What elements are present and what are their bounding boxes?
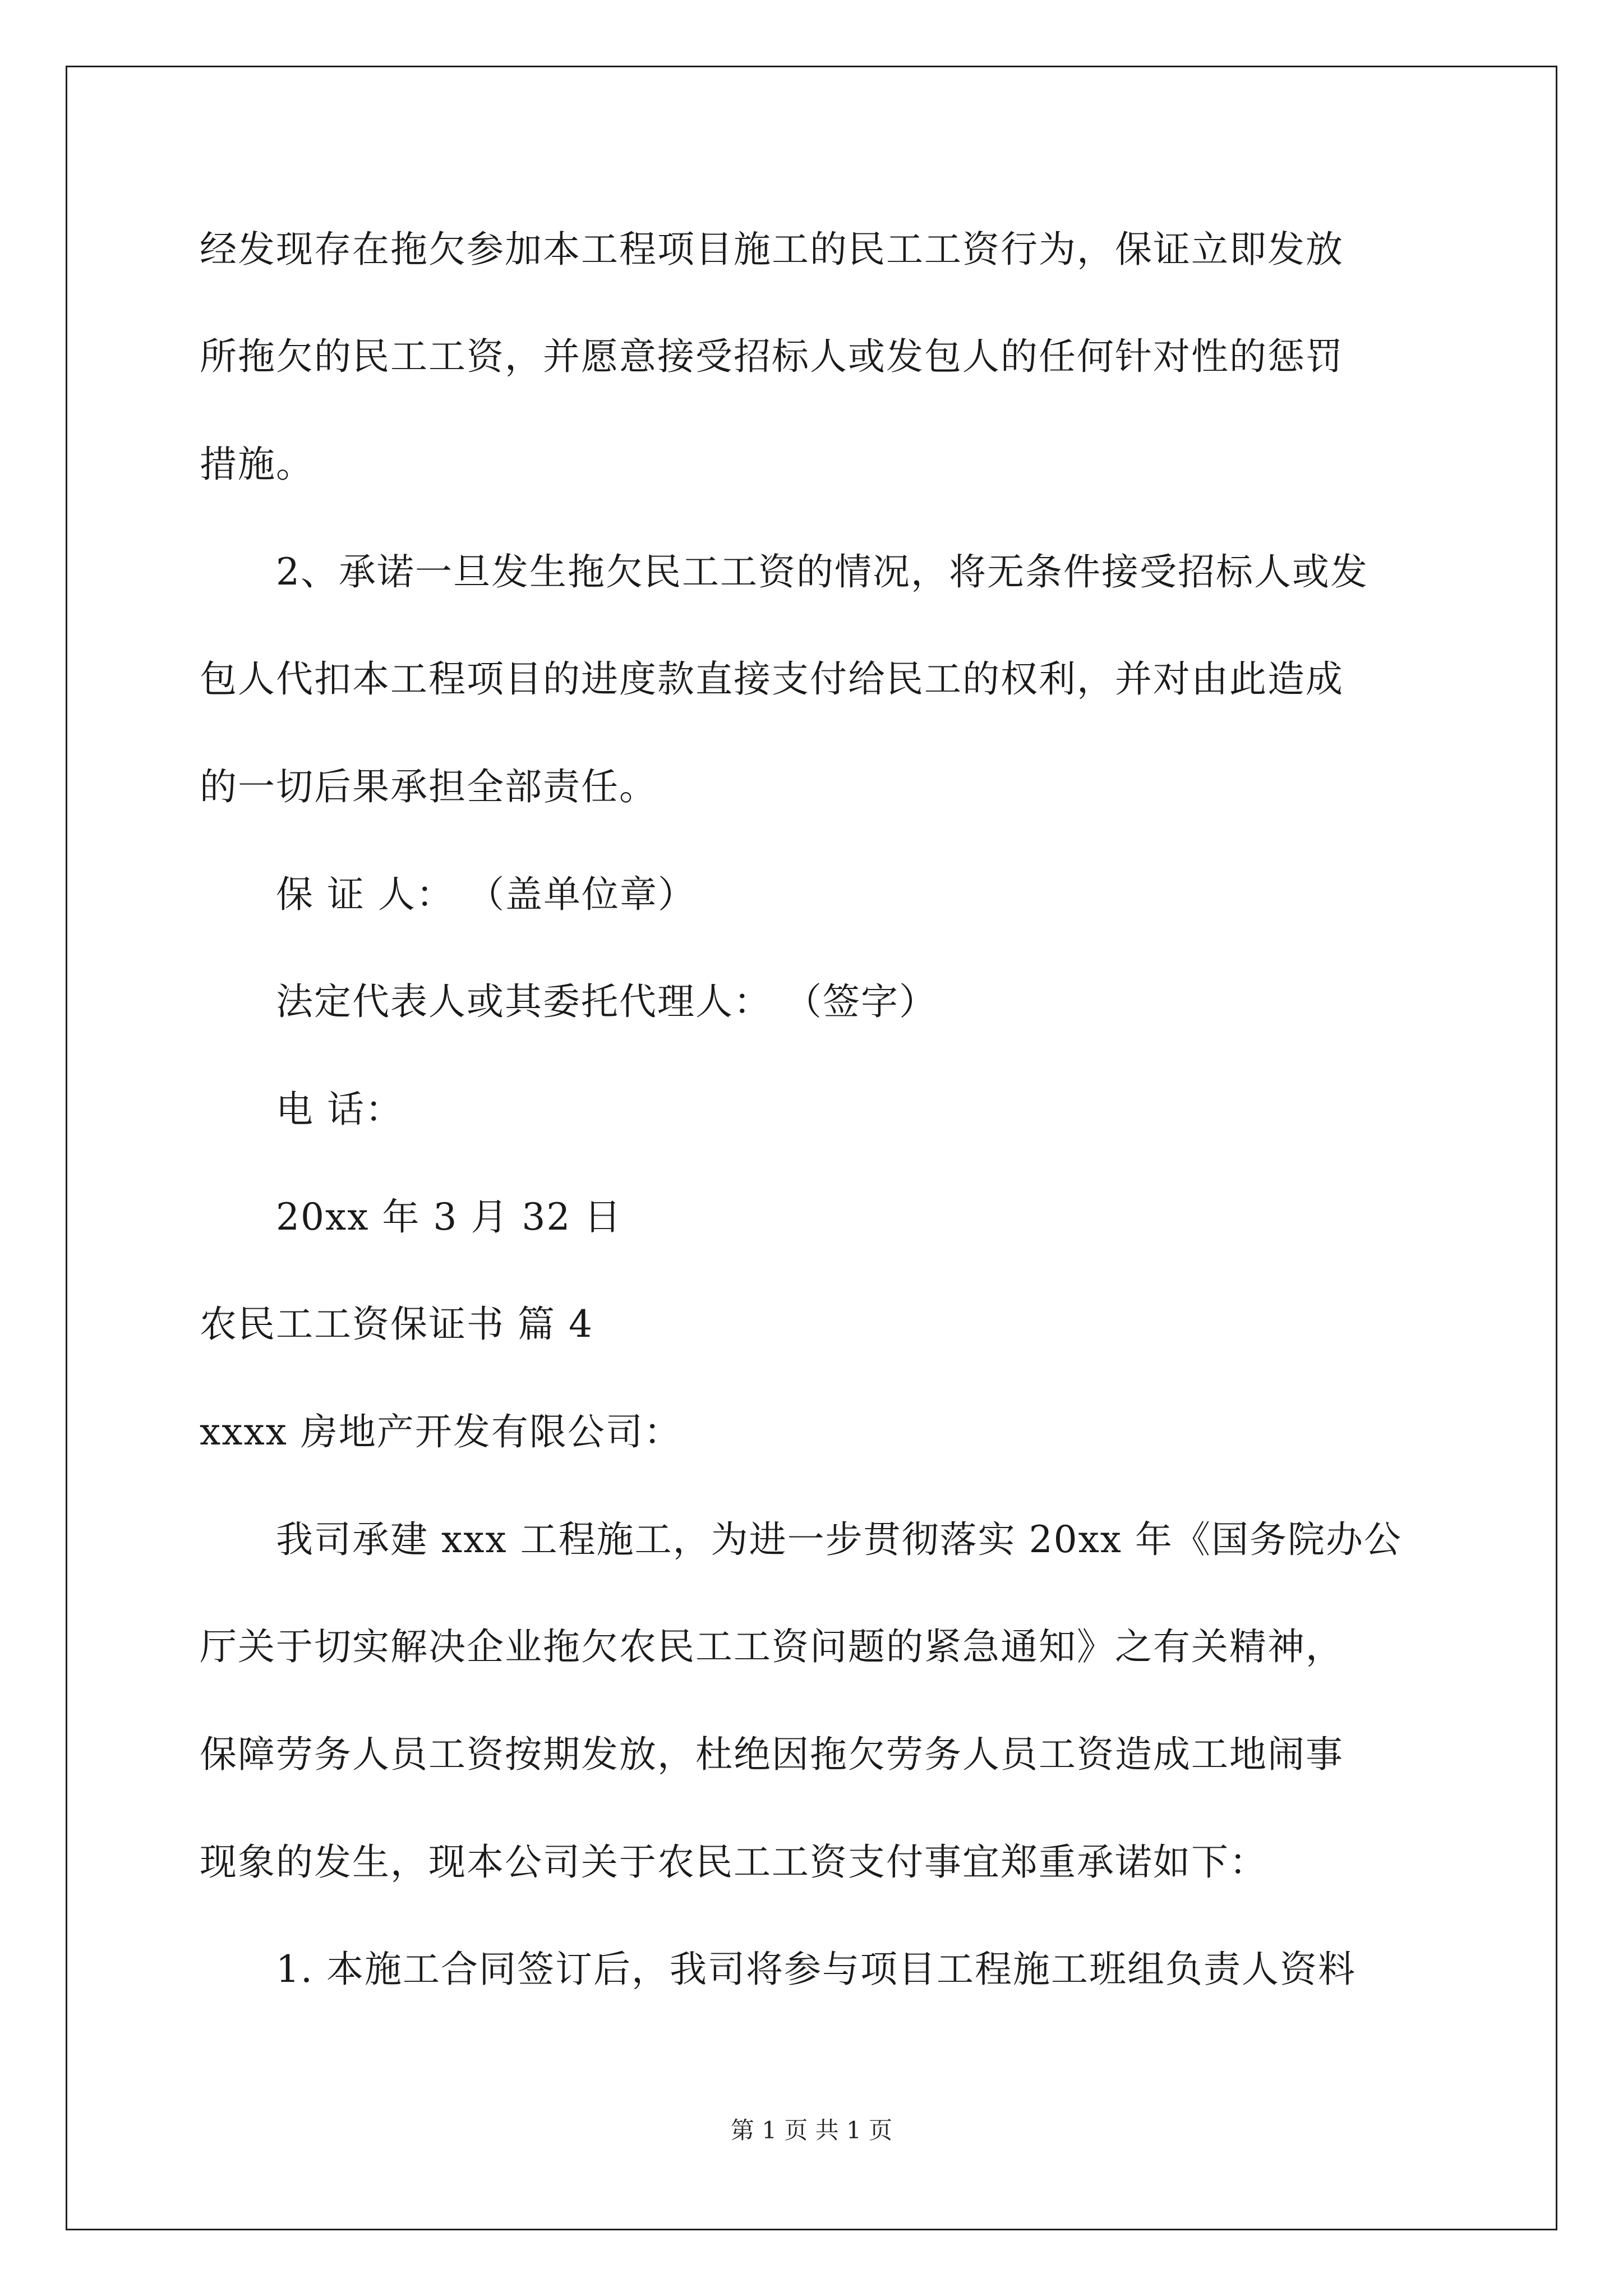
page-border <box>66 66 1557 2230</box>
text-line-3: 措施。 <box>200 443 314 486</box>
text-line-13: 我司承建 xxx 工程施工，为进一步贯彻落实 20xx 年《国务院办公 <box>276 1518 1403 1561</box>
text-line-16: 现象的发生，现本公司关于农民工工资支付事宜郑重承诺如下： <box>200 1841 1267 1884</box>
text-line-1: 经发现存在拖欠参加本工程项目施工的民工工资行为，保证立即发放 <box>200 228 1344 271</box>
text-line-15: 保障劳务人员工资按期发放，杜绝因拖欠劳务人员工资造成工地闹事 <box>200 1733 1344 1776</box>
text-line-2: 所拖欠的民工工资，并愿意接受招标人或发包人的任何针对性的惩罚 <box>200 335 1344 378</box>
legal-representative-line: 法定代表人或其委托代理人： （签字） <box>276 980 937 1023</box>
text-line-6: 的一切后果承担全部责任。 <box>200 765 657 808</box>
date-line: 20xx 年 3 月 32 日 <box>276 1195 623 1239</box>
addressee-line: xxxx 房地产开发有限公司： <box>200 1410 682 1453</box>
text-line-5: 包人代扣本工程项目的进度款直接支付给民工的权利，并对由此造成 <box>200 657 1344 701</box>
text-line-14: 厅关于切实解决企业拖欠农民工工资问题的紧急通知》之有关精神， <box>200 1625 1344 1668</box>
section-heading: 农民工工资保证书 篇 4 <box>200 1303 593 1346</box>
guarantor-line: 保 证 人： （盖单位章） <box>276 873 696 916</box>
text-line-4: 2、承诺一旦发生拖欠民工工资的情况，将无条件接受招标人或发 <box>276 550 1368 593</box>
page-footer: 第 1 页 共 1 页 <box>730 2116 893 2144</box>
text-line-17: 1. 本施工合同签订后，我司将参与项目工程施工班组负责人资料 <box>276 1948 1356 1991</box>
phone-line: 电 话： <box>276 1088 403 1131</box>
